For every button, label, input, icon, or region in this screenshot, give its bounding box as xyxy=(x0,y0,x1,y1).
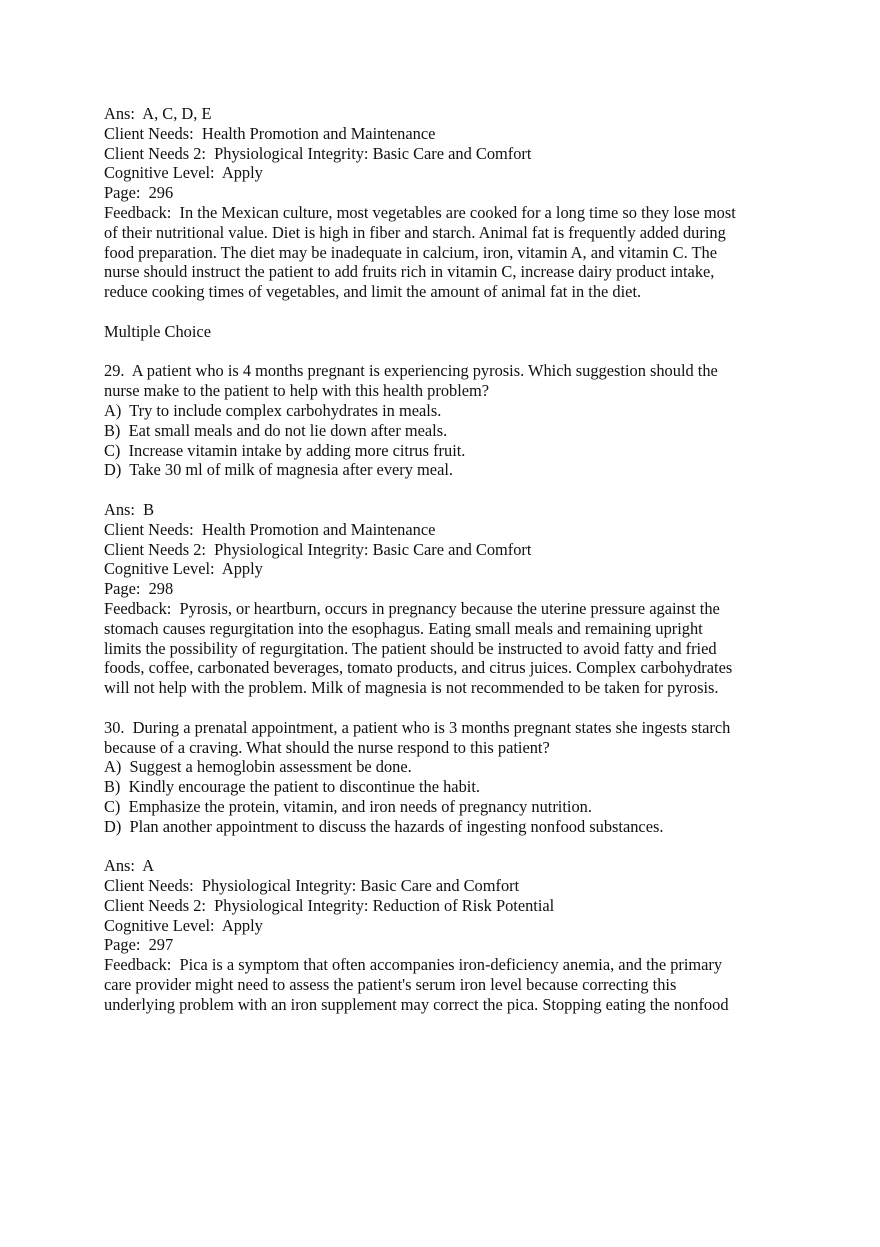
answer-option: C) Increase vitamin intake by adding more citrus fruit. xyxy=(104,440,466,460)
answer-key: Ans: A, C, D, E xyxy=(104,104,212,123)
client-needs: Client Needs: Health Promotion and Maintenance xyxy=(104,519,436,539)
question-30 xyxy=(104,718,780,837)
spacer xyxy=(104,836,780,856)
answer-option: C) Emphasize the protein, vitamin, and iron needs of pregnancy nutrition. xyxy=(104,796,592,816)
question-stem: nurse make to the patient to help with this health problem? xyxy=(104,381,490,401)
question-stem: 29. A patient who is 4 months pregnant is experiencing pyrosis. Which suggestion should the xyxy=(104,361,718,381)
feedback-line: nurse should instruct the patient to add fruits rich in vitamin C, increase dairy product intake, xyxy=(104,262,715,282)
feedback-line: Feedback: In the Mexican culture, most vegetables are cooked for a long time so they lose most xyxy=(104,202,736,222)
answer-key: Ans: B xyxy=(104,499,155,519)
feedback-line: care provider might need to assess the patient's serum iron level because correcting this xyxy=(104,975,677,995)
client-needs-2: Client Needs 2: Physiological Integrity: Reduction of Risk Potential xyxy=(104,895,555,915)
question-stem: 30. During a prenatal appointment, a patient who is 3 months pregnant states she ingests starch xyxy=(104,717,731,737)
answer-option: A) Try to include complex carbohydrates in meals. xyxy=(104,400,442,420)
spacer xyxy=(104,698,780,718)
feedback-line: Feedback: Pyrosis, or heartburn, occurs in pregnancy because the uterine pressure against the xyxy=(104,598,720,618)
client-needs-2: Client Needs 2: Physiological Integrity: Basic Care and Comfort xyxy=(104,539,532,559)
answer-option: D) Plan another appointment to discuss the hazards of ingesting nonfood substances. xyxy=(104,816,664,836)
spacer xyxy=(104,302,780,322)
feedback-line: food preparation. The diet may be inadequate in calcium, iron, vitamin A, and vitamin C. The xyxy=(104,242,717,262)
answer-option: D) Take 30 ml of milk of magnesia after every meal. xyxy=(104,460,454,480)
spacer xyxy=(104,480,780,500)
client-needs: Client Needs: Health Promotion and Maintenance xyxy=(104,123,436,143)
question-stem: because of a craving. What should the nurse respond to this patient? xyxy=(104,737,550,757)
feedback-line: underlying problem with an iron supplement may correct the pica. Stopping eating the nonfood xyxy=(104,994,729,1014)
feedback-line: of their nutritional value. Diet is high in fiber and starch. Animal fat is frequently added during xyxy=(104,222,726,242)
feedback-line: foods, coffee, carbonated beverages, tomato products, and citrus juices. Complex carbohydrates xyxy=(104,658,733,678)
answer-option: A) Suggest a hemoglobin assessment be done. xyxy=(104,757,412,777)
answer-option: B) Kindly encourage the patient to discontinue the habit. xyxy=(104,777,480,797)
answer-option: B) Eat small meals and do not lie down after meals. xyxy=(104,420,448,440)
cognitive-level: Cognitive Level: Apply xyxy=(104,163,263,183)
answer-block-30 xyxy=(104,856,780,1014)
answer-block-prev xyxy=(104,104,780,302)
feedback-line: will not help with the problem. Milk of magnesia is not recommended to be taken for pyrosis. xyxy=(104,678,719,698)
client-needs-2: Client Needs 2: Physiological Integrity: Basic Care and Comfort xyxy=(104,143,532,163)
document-page xyxy=(104,104,780,1015)
answer-key: Ans: A xyxy=(104,856,155,876)
section-heading: Multiple Choice xyxy=(104,321,211,341)
spacer xyxy=(104,342,780,362)
feedback-line: limits the possibility of regurgitation. The patient should be instructed to avoid fatty and fried xyxy=(104,638,717,658)
feedback xyxy=(104,955,780,1014)
feedback xyxy=(104,599,780,698)
cognitive-level: Cognitive Level: Apply xyxy=(104,559,263,579)
feedback-line: stomach causes regurgitation into the esophagus. Eating small meals and remaining upright xyxy=(104,618,703,638)
page-reference: Page: 297 xyxy=(104,935,174,955)
answer-block-29 xyxy=(104,500,780,698)
page-reference: Page: 298 xyxy=(104,579,174,599)
feedback-line: reduce cooking times of vegetables, and limit the amount of animal fat in the diet. xyxy=(104,282,642,302)
client-needs: Client Needs: Physiological Integrity: Basic Care and Comfort xyxy=(104,876,520,896)
cognitive-level: Cognitive Level: Apply xyxy=(104,915,263,935)
feedback-line: Feedback: Pica is a symptom that often accompanies iron-deficiency anemia, and the primary xyxy=(104,955,723,975)
page-reference: Page: 296 xyxy=(104,183,174,203)
feedback xyxy=(104,203,780,302)
question-29 xyxy=(104,361,780,480)
